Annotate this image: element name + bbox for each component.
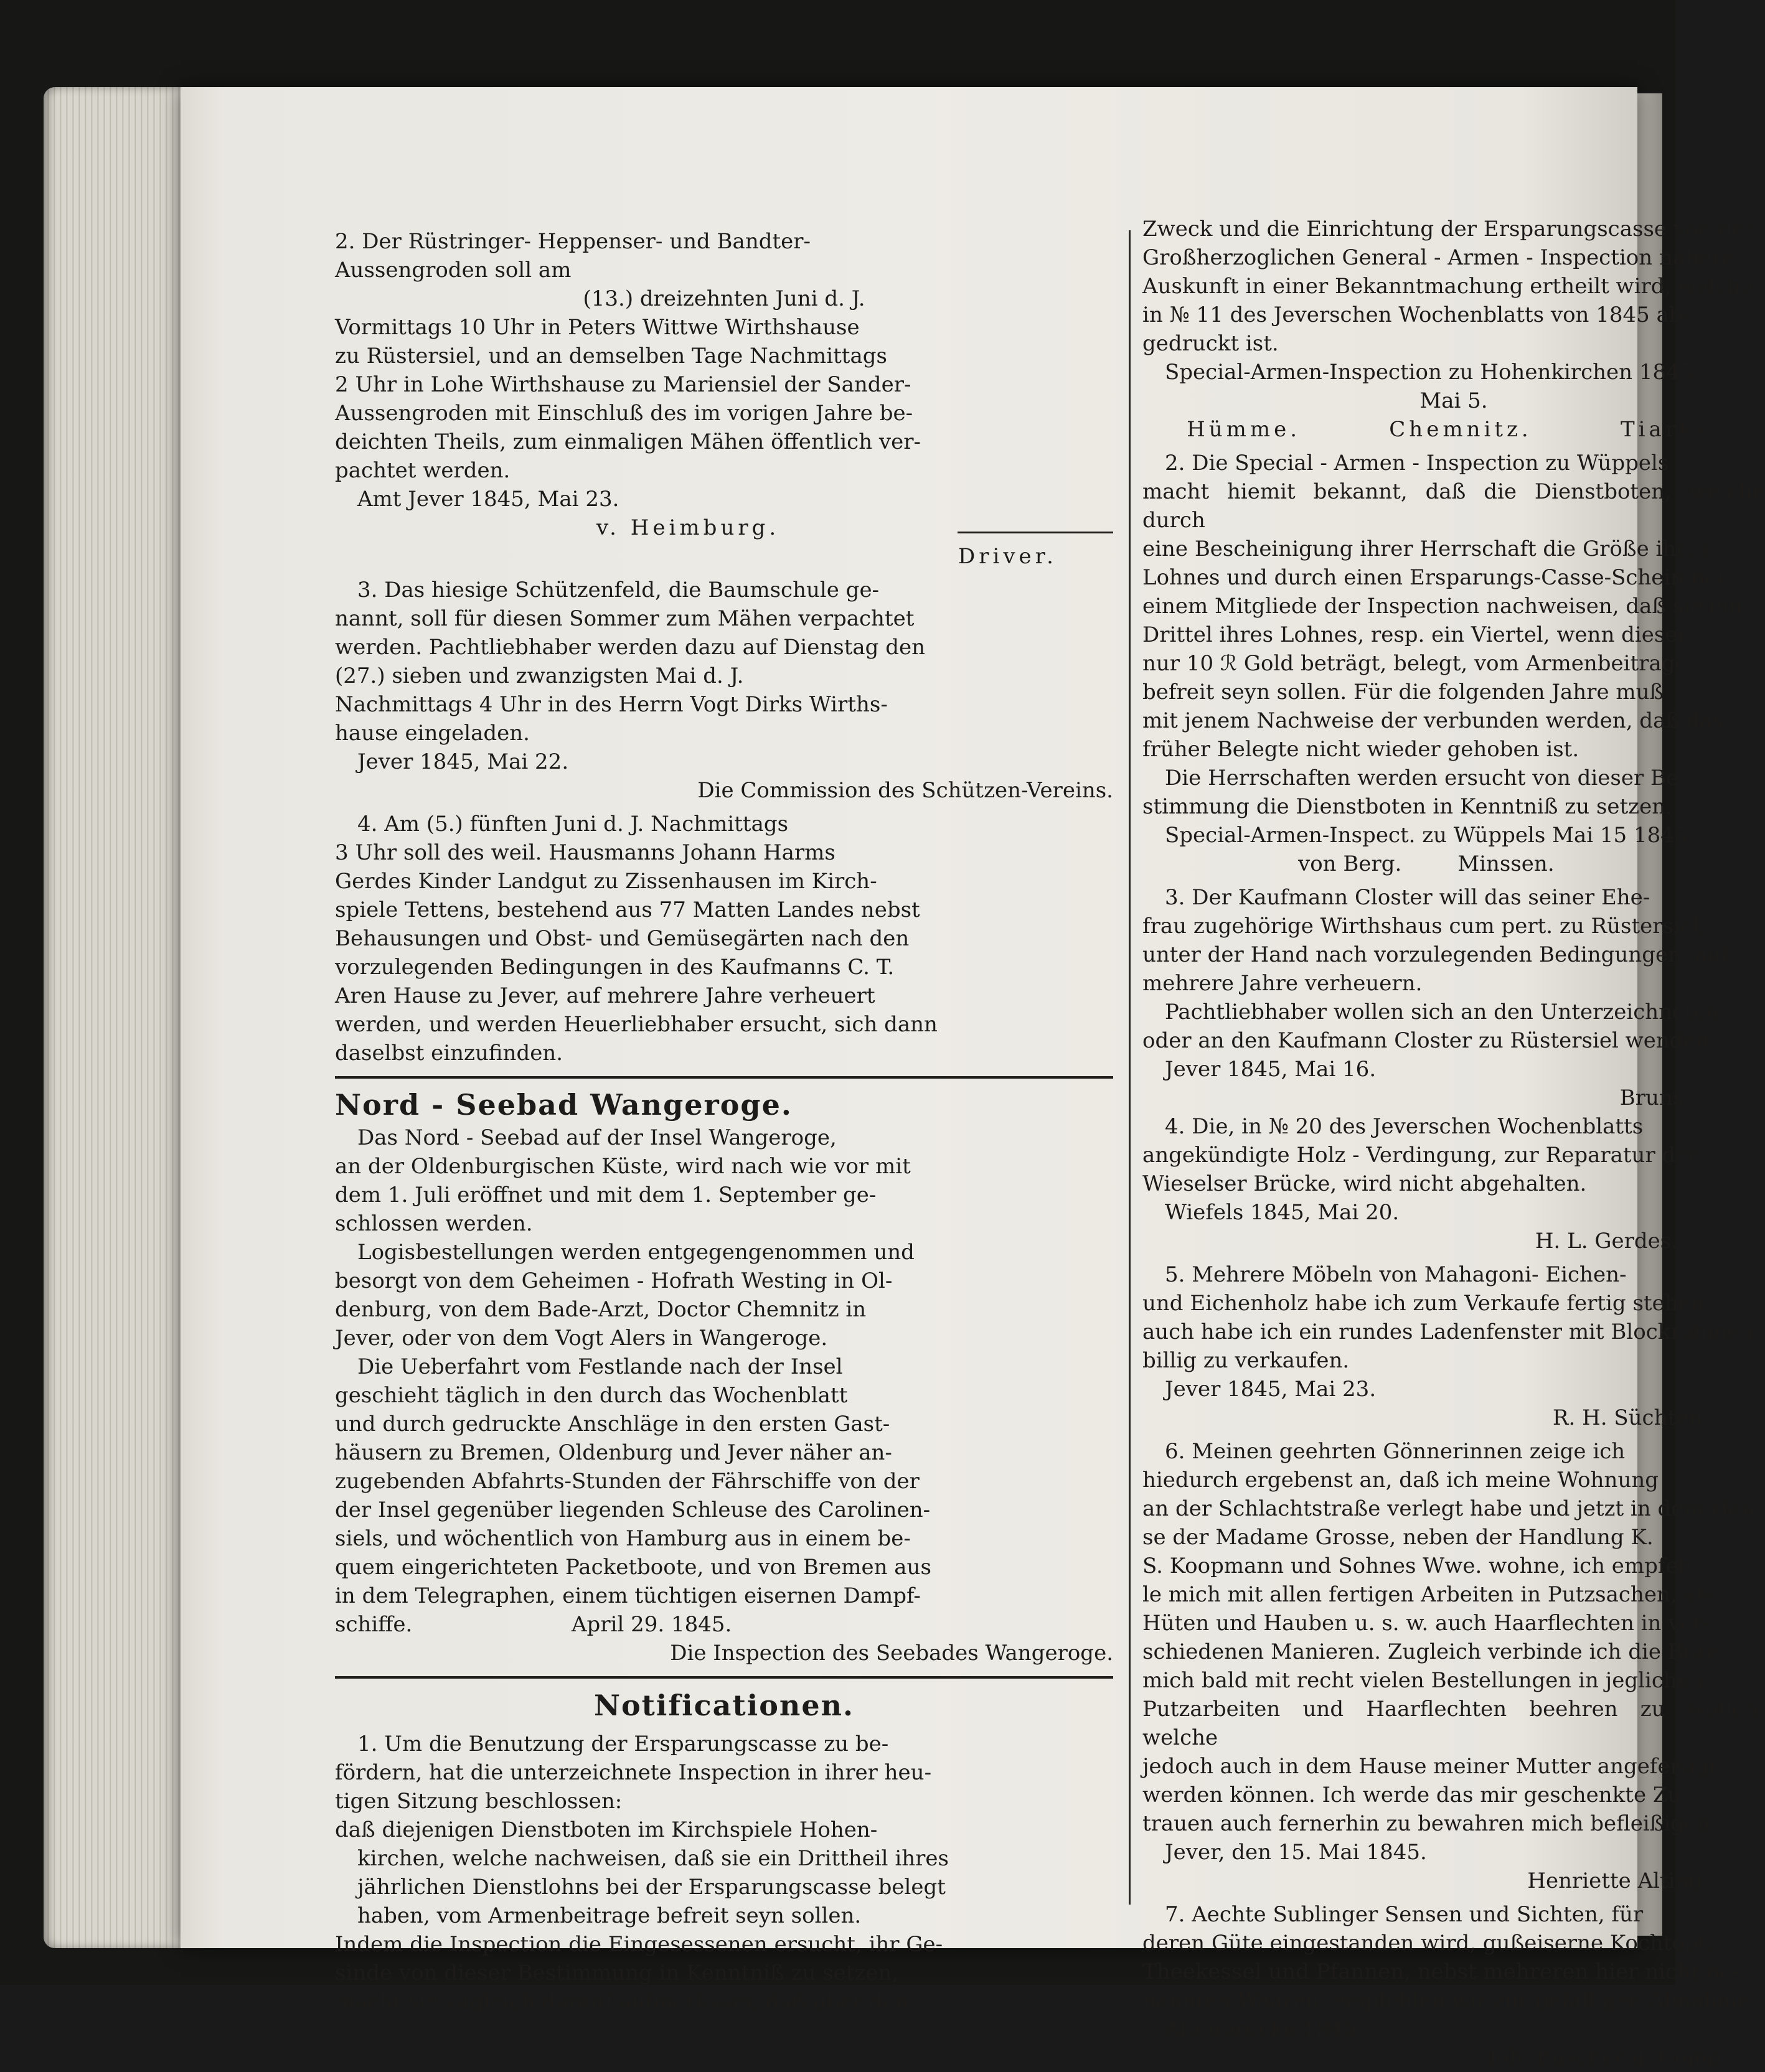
ad-4-line: Gerdes Kinder Landgut zu Zissenhausen im Kirch-	[335, 869, 877, 894]
notification-6-line: werden können. Ich werde das mir geschenkte Zu-	[1142, 1783, 1688, 1807]
notification-1-line: jährlichen Dienstlohns bei der Ersparungscasse belegt	[357, 1875, 946, 1900]
seebad-heading: Nord - Seebad Wangeroge.	[335, 1088, 793, 1122]
notification-1-signature: Tiarks.	[1620, 417, 1721, 442]
notification-1-line: Zweck und die Einrichtung der Ersparungscasse von der	[1142, 217, 1755, 241]
notification-3-line: mehrere Jahre verheuern.	[1142, 971, 1423, 996]
seebad-line: siels, und wöchentlich von Hamburg aus in einem be-	[335, 1526, 911, 1551]
notification-1-line: daß diejenigen Dienstboten im Kirchspiele Hohen-	[335, 1817, 878, 1842]
ad-4-line: Behausungen und Obst- und Gemüsegärten nach den	[335, 926, 910, 951]
notification-3-line: oder an den Kaufmann Closter zu Rüstersiel wenden.	[1142, 1028, 1716, 1053]
right-column	[1142, 215, 1765, 2072]
seebad-line: denburg, von dem Bade-Arzt, Doctor Chemnitz in	[335, 1297, 867, 1322]
seebad-line: in dem Telegraphen, einem tüchtigen eisernen Dampf-	[335, 1583, 921, 1608]
notification-4-signature: H. L. Gerdes.	[1535, 1229, 1678, 1254]
notification-2-signature: von Berg.	[1298, 851, 1402, 876]
seebad-line: Logisbestellungen werden entgegengenommen und	[357, 1240, 915, 1265]
ad-3-line: hause eingeladen.	[335, 721, 530, 746]
notification-5	[1142, 1260, 1765, 1432]
notification-2-line: Drittel ihres Lohnes, resp. ein Viertel, wenn dieser	[1142, 622, 1688, 647]
notification-2-line: einem Mitgliede der Inspection nachweisen, daß sie ein	[1142, 594, 1743, 619]
seebad-line: Das Nord - Seebad auf der Insel Wangeroge,	[357, 1125, 837, 1150]
notification-6-line: trauen auch fernerhin zu bewahren mich befleißigen.	[1142, 1811, 1717, 1836]
seebad-line: dem 1. Juli eröffnet und mit dem 1. September ge-	[335, 1183, 877, 1207]
notifications-heading: Notificationen.	[593, 1689, 855, 1722]
seebad-line: Jever, oder von dem Vogt Alers in Wangeroge.	[335, 1326, 828, 1351]
notification-6	[1142, 1437, 1765, 1895]
seebad-line: und durch gedruckte Anschläge in den ersten Gast-	[335, 1412, 890, 1437]
notification-1-line: kirchen, welche nachweisen, daß sie ein Drittheil ihres	[357, 1846, 949, 1871]
notification-2-line: stimmung die Dienstboten in Kenntniß zu setzen.	[1142, 794, 1672, 819]
notification-1-place-date: Mai 5.	[1419, 388, 1488, 413]
notification-2-line: Die Herrschaften werden ersucht von dieser Be-	[1165, 766, 1686, 790]
seebad-line: quem eingerichteten Packetboote, und von Bremen aus	[335, 1555, 931, 1580]
notification-2-line: früher Belegte nicht wieder gehoben ist.	[1142, 737, 1579, 762]
notification-7-line: 7. Aechte Sublinger Sensen und Sichten, für	[1165, 1902, 1644, 1927]
notification-1-line: gedruckt ist.	[1142, 331, 1279, 356]
ad-3-signature: Die Commission des Schützen-Vereins.	[697, 778, 1113, 803]
notification-1-line: Auskunft in einer Bekanntmachung ertheilt wird, welche	[1142, 274, 1754, 299]
notification-2-signature: Minssen.	[1457, 851, 1555, 876]
ad-4	[335, 810, 1113, 1067]
notification-3	[1142, 883, 1765, 1112]
notification-2-line: macht hiemit bekannt, daß die Dienstboten, welche durch	[1142, 479, 1765, 533]
newspaper-page	[181, 87, 1765, 2070]
notification-7-place-date: Altenbrücke 1845.	[1165, 2017, 1363, 2042]
ad-3-line: Nachmittags 4 Uhr in des Herrn Vogt Dirks Wirths-	[335, 692, 888, 717]
ad-4-line: werden, und werden Heuerliebhaber ersucht, sich dann	[335, 1012, 938, 1037]
seebad-signature: Die Inspection des Seebades Wangeroge.	[670, 1641, 1113, 1666]
ad-2-line: deichten Theils, zum einmaligen Mähen öffentlich ver-	[335, 429, 921, 454]
notification-1-line: 1. Um die Benutzung der Ersparungscasse zu be-	[357, 1732, 889, 1756]
notification-2-line: Lohnes und durch einen Ersparungs-Casse-Schein bei	[1142, 565, 1724, 590]
ad-2-line: pachtet werden.	[335, 458, 511, 483]
notification-5-signature: R. H. Süchten.	[1552, 1405, 1709, 1430]
notification-1-line: haben, vom Armenbeitrage befreit seyn sollen.	[357, 1903, 862, 1928]
notification-5-line: und Eichenholz habe ich zum Verkaufe fertig stehen,	[1142, 1291, 1711, 1316]
notification-1-line: Indem die Inspection die Eingesessenen ersucht, ihr Ge-	[335, 1932, 943, 1957]
notification-4-line: angekündigte Holz - Verdingung, zur Reparatur der	[1142, 1143, 1698, 1168]
seebad-line: an der Oldenburgischen Küste, wird nach wie vor mit	[335, 1154, 911, 1179]
notification-1-line: in № 11 des Jeverschen Wochenblatts von 1845 ab-	[1142, 302, 1690, 327]
ad-2-line: (13.) dreizehnten Juni d. J.	[583, 286, 865, 311]
notifications-section	[335, 1686, 1113, 2016]
ad-2	[335, 227, 1113, 571]
ad-2-signature: v. Heimburg.	[596, 515, 780, 540]
notification-2-place-date: Special-Armen-Inspect. zu Wüppels Mai 15 1845.	[1165, 823, 1695, 848]
ad-2-place-date: Amt Jever 1845, Mai 23.	[357, 487, 619, 512]
notification-5-place-date: Jever 1845, Mai 23.	[1165, 1377, 1377, 1402]
notification-3-signature: Bruns.	[1619, 1085, 1690, 1110]
seebad-line: häusern zu Bremen, Oldenburg und Jever näher an-	[335, 1440, 892, 1465]
notification-3-line: 3. Der Kaufmann Closter will das seiner Ehe-	[1165, 885, 1650, 910]
notification-6-line: mich bald mit recht vielen Bestellungen in jeglichen	[1142, 1668, 1703, 1693]
notification-5-line: auch habe ich ein rundes Ladenfenster mit Blockrahmen	[1142, 1320, 1754, 1344]
seebad-notice	[335, 1086, 1113, 1667]
notification-6-line: jedoch auch in dem Hause meiner Mutter angefertigt	[1142, 1754, 1718, 1779]
seebad-date: April 29. 1845.	[572, 1612, 732, 1637]
seebad-line: zugebenden Abfahrts-Stunden der Fährschiffe von der	[335, 1469, 920, 1494]
notification-1-signature: Hümme.	[1187, 417, 1301, 442]
ad-4-line: daselbst einzufinden.	[335, 1041, 563, 1066]
notification-6-line: an der Schlachtstraße verlegt habe und jetzt in dem Hau-	[1142, 1496, 1763, 1521]
notification-1-line: Großherzoglichen General - Armen - Inspection nähere	[1142, 245, 1734, 270]
notification-6-line: hiedurch ergebenst an, daß ich meine Wohnung	[1142, 1468, 1659, 1493]
notification-7	[1142, 1900, 1765, 2072]
ad-4-line: 4. Am (5.) fünften Juni d. J. Nachmittags	[357, 812, 789, 837]
notification-2-line: befreit seyn sollen. Für die folgenden Jahre muß	[1142, 680, 1664, 705]
ad-4-line: spiele Tettens, bestehend aus 77 Matten Landes nebst	[335, 898, 920, 922]
notification-6-line: se der Madame Grosse, neben der Handlung K.	[1142, 1525, 1654, 1550]
notification-4-place-date: Wiefels 1845, Mai 20.	[1165, 1200, 1400, 1225]
notification-1-line: macht sie zugleich darauf aufmerksam, daß über den	[335, 1989, 909, 2014]
notification-1-line: sinde von dieser Bestimmung in Kenntniß zu setzen,	[335, 1961, 899, 1985]
notification-7-line: Theekessel und Pfannen, nebst mehreren hier nicht be-	[1142, 1959, 1739, 1984]
notification-1-place-date: Special-Armen-Inspection zu Hohenkirchen 1845	[1165, 360, 1693, 385]
notification-1-line: fördern, hat die unterzeichnete Inspection in ihrer heu-	[335, 1760, 932, 1785]
column-divider	[1129, 230, 1131, 1905]
notification-5-line: 5. Mehrere Möbeln von Mahagoni- Eichen-	[1165, 1262, 1627, 1287]
notification-6-line: S. Koopmann und Sohnes Wwe. wohne, ich empfeh-	[1142, 1554, 1700, 1578]
notification-7-line: deren Güte eingestanden wird, gußeiserne Kochtöpfe,	[1142, 1931, 1726, 1956]
ad-3-place-date: Jever 1845, Mai 22.	[357, 749, 569, 774]
notification-5-line: billig zu verkaufen.	[1142, 1348, 1350, 1373]
notification-6-line: schiedenen Manieren. Zugleich verbinde ich die Bitte	[1142, 1639, 1720, 1664]
ad-4-line: 3 Uhr soll des weil. Hausmanns Johann Harms	[335, 840, 835, 865]
notification-3-place-date: Jever 1845, Mai 16.	[1165, 1057, 1377, 1082]
notification-2-line: eine Bescheinigung ihrer Herrschaft die Größe ihres	[1142, 537, 1710, 561]
notification-1-signature: Chemnitz.	[1389, 417, 1532, 442]
seebad-line: besorgt von dem Geheimen - Hofrath Westing in Ol-	[335, 1268, 893, 1293]
ad-2-line: Aussengroden mit Einschluß des im vorigen Jahre be-	[335, 401, 913, 426]
notification-6-line: Putzarbeiten und Haarflechten beehren zu wollen, welche	[1142, 1697, 1765, 1750]
notification-4	[1142, 1112, 1765, 1255]
seebad-line: schiffe.	[335, 1612, 413, 1637]
notification-7-line: nannten Waaren, empfehlen wir zur gefälligen Abnahme.	[1142, 1988, 1757, 2013]
seebad-line: geschieht täglich in den durch das Wochenblatt	[335, 1383, 848, 1408]
seebad-line: schlossen werden.	[335, 1211, 533, 1236]
notification-3-line: unter der Hand nach vorzulegenden Bedingungen, auf	[1142, 942, 1730, 967]
ad-3-line: 3. Das hiesige Schützenfeld, die Baumschule ge-	[357, 578, 880, 602]
notification-6-signature: Henriette Alting.	[1527, 1868, 1709, 1893]
book-page-edges	[44, 87, 193, 1948]
ad-3	[335, 576, 1113, 805]
ad-2-signature: Driver.	[958, 544, 1057, 569]
notification-7-signature: Joh. Buscher u. Comp.	[1488, 2045, 1728, 2070]
ad-3-line: (27.) sieben und zwanzigsten Mai d. J.	[335, 663, 744, 688]
seebad-line: der Insel gegenüber liegenden Schleuse des Carolinen-	[335, 1498, 931, 1522]
ad-4-line: vorzulegenden Bedingungen in des Kaufmanns C. T.	[335, 955, 895, 980]
signature-rule	[958, 532, 1113, 533]
notification-2-line: mit jenem Nachweise der verbunden werden, daß das	[1142, 708, 1724, 733]
ad-2-line: zu Rüstersiel, und an demselben Tage Nachmittags	[335, 344, 887, 368]
notification-6-place-date: Jever, den 15. Mai 1845.	[1165, 1840, 1427, 1865]
notification-4-line: 4. Die, in № 20 des Jeverschen Wochenblatts	[1165, 1114, 1644, 1139]
notification-6-line: le mich mit allen fertigen Arbeiten in Putzsachen, als:	[1142, 1582, 1721, 1607]
notification-2-line: nur 10 ℛ Gold beträgt, belegt, vom Armenbeitrage	[1142, 651, 1688, 676]
notification-6-line: 6. Meinen geehrten Gönnerinnen zeige ich	[1165, 1439, 1626, 1464]
notification-3-line: Pachtliebhaber wollen sich an den Unterzeichneten	[1165, 1000, 1720, 1024]
ad-3-line: werden. Pachtliebhaber werden dazu auf Dienstag den	[335, 635, 926, 660]
section-rule	[335, 1076, 1113, 1079]
notification-4-line: Wieselser Brücke, wird nicht abgehalten.	[1142, 1171, 1587, 1196]
section-rule	[335, 1676, 1113, 1679]
notification-1-line: tigen Sitzung beschlossen:	[335, 1789, 623, 1814]
ad-2-line: 2. Der Rüstringer- Heppenser- und Bandter-	[335, 229, 811, 254]
notification-1-continued	[1142, 215, 1765, 444]
notification-2-line: 2. Die Special - Armen - Inspection zu Wüppels	[1165, 451, 1669, 476]
ad-3-line: nannt, soll für diesen Sommer zum Mähen verpachtet	[335, 606, 915, 631]
notification-3-line: frau zugehörige Wirthshaus cum pert. zu Rüstersiel,	[1142, 914, 1706, 939]
ad-4-line: Aren Hause zu Jever, auf mehrere Jahre verheuert	[335, 983, 875, 1008]
ad-2-line: Aussengroden soll am	[335, 258, 572, 283]
seebad-line: Die Ueberfahrt vom Festlande nach der Insel	[357, 1354, 843, 1379]
notification-6-line: Hüten und Hauben u. s. w. auch Haarflechten in ver-	[1142, 1611, 1710, 1636]
notification-2	[1142, 449, 1765, 878]
ad-2-line: 2 Uhr in Lohe Wirthshause zu Mariensiel der Sander-	[335, 372, 911, 397]
ad-2-line: Vormittags 10 Uhr in Peters Wittwe Wirthshause	[335, 315, 860, 340]
left-column	[335, 227, 1113, 2016]
